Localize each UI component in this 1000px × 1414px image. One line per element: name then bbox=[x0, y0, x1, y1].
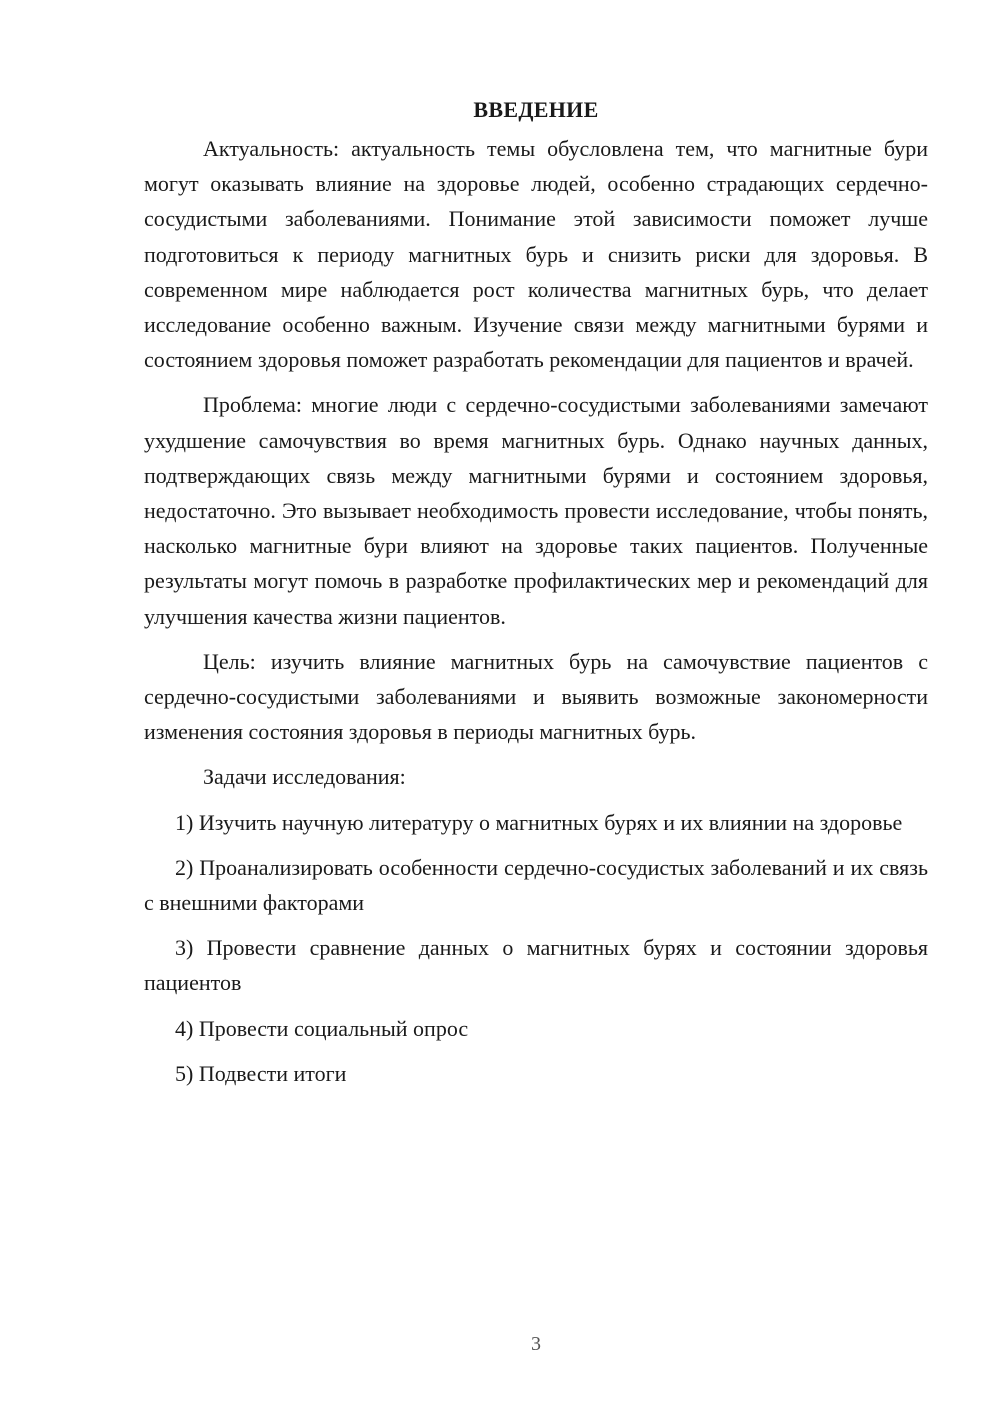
paragraph-problem: Проблема: многие люди с сердечно-сосудистыми заболеваниями замечают ухудшение самочувствия во время магнитных бурь. Однако научных данных, подтверждающих связь между магнитными бурями и состоянием здоровья, недостаточно. Это вызывает необходимость провести исследование, чтобы понять, насколько магнитные бури влияют на здоровье таких пациентов. Полученные результаты могут помочь в разработке профилактических мер и рекомендаций для улучшения качества жизни пациентов. bbox=[144, 392, 928, 629]
task-item-5: 5) Подвести итоги bbox=[175, 1060, 347, 1086]
page-title: ВВЕДЕНИЕ bbox=[473, 97, 599, 122]
task-item-1: 1) Изучить научную литературу о магнитных бурях и их влиянии на здоровье bbox=[175, 809, 903, 835]
paragraph-relevance: Актуальность: актуальность темы обусловлена тем, что магнитные бури могут оказывать влияние на здоровье людей, особенно страдающих сердечно-сосудистыми заболеваниями. Понимание этой зависимости поможет лучше подготовиться к периоду магнитных бурь и снизить риски для здоровья. В современном мире наблюдается рост количества магнитных бурь, что делает исследование особенно важным. Изучение связи между магнитными бурями и состоянием здоровья поможет разработать рекомендации для пациентов и врачей. bbox=[144, 136, 928, 373]
task-item-4: 4) Провести социальный опрос bbox=[175, 1015, 469, 1041]
task-item-2: 2) Проанализировать особенности сердечно-сосудистых заболеваний и их связь с внешними факторами bbox=[144, 854, 928, 916]
tasks-title: Задачи исследования: bbox=[203, 764, 406, 790]
page-number: 3 bbox=[531, 1333, 541, 1355]
task-item-3: 3) Провести сравнение данных о магнитных бурях и состоянии здоровья пациентов bbox=[144, 935, 928, 996]
document-page bbox=[144, 92, 928, 1101]
paragraph-goal: Цель: изучить влияние магнитных бурь на самочувствие пациентов с сердечно-сосудистыми заболеваниями и выявить возможные закономерности изменения состояния здоровья в периоды магнитных бурь. bbox=[144, 648, 928, 745]
